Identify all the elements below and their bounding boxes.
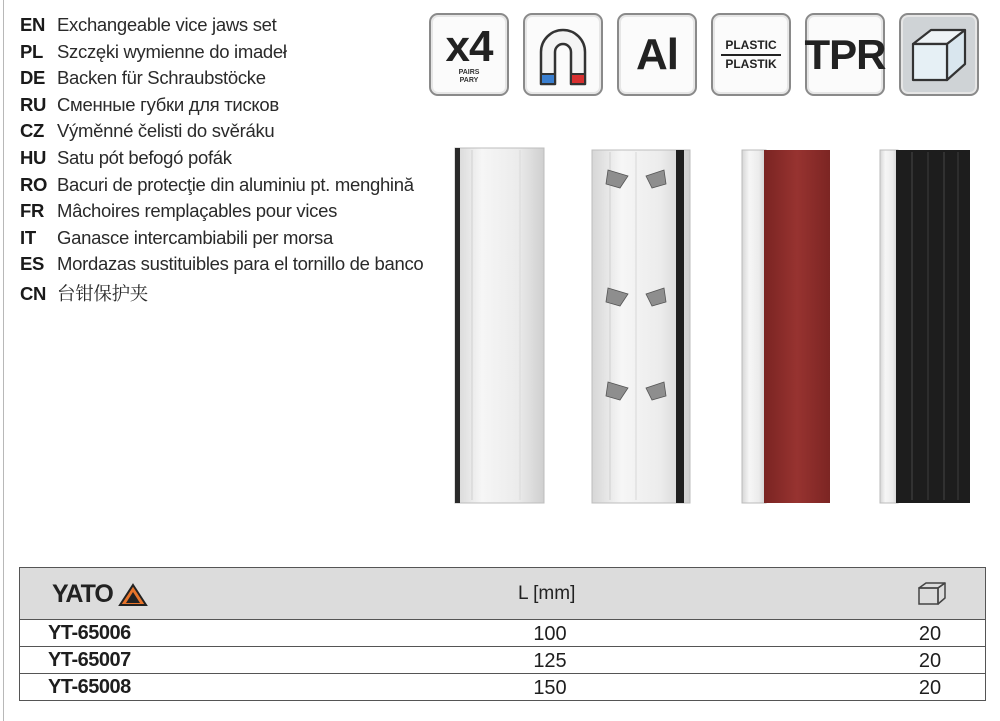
table-row (20, 620, 985, 647)
plastic-label-pl: PLASTIK (725, 56, 777, 71)
product-length: 150 (533, 677, 567, 699)
jaw-magnetic (592, 150, 690, 503)
brand-mark-icon (118, 583, 148, 607)
lang-code: ES (20, 253, 45, 275)
lang-text: Výměnné čelisti do svěráku (57, 120, 275, 142)
jaw-rubber (880, 150, 970, 503)
jaw-aluminium (455, 148, 544, 503)
quantity-box-icon (916, 580, 948, 606)
plastic-label-en: PLASTIC (725, 37, 777, 52)
lang-text: Bacuri de protecţie din aluminiu pt. menghină (57, 173, 414, 195)
pairs-label-pl: PARY (459, 76, 479, 84)
product-length: 100 (533, 623, 567, 645)
lang-text: Szczęki wymienne do imadeł (57, 40, 287, 62)
product-quantity: 20 (918, 677, 942, 699)
lang-text: Backen für Schraubstöcke (57, 67, 266, 89)
lang-code: DE (20, 67, 46, 89)
length-column-header: L [mm] (518, 583, 576, 604)
lang-text: Сменные губки для тисков (57, 93, 279, 115)
lang-text: Mordazas sustituibles para el tornillo de banco (57, 253, 424, 275)
lang-code: CN (20, 282, 47, 304)
lang-code: EN (20, 14, 46, 35)
product-length: 125 (533, 650, 567, 672)
brand-name: YATO (52, 580, 113, 608)
aluminium-label: Al (636, 29, 678, 79)
tpr-label: TPR (804, 30, 886, 78)
lang-text: Mâchoires remplaçables pour vices (57, 200, 338, 222)
pairs-count: x4 (445, 21, 493, 71)
lang-text: 台钳保护夹 (57, 282, 149, 304)
product-quantity: 20 (918, 650, 942, 672)
product-code: YT-65007 (48, 649, 131, 671)
lang-code: PL (20, 40, 44, 62)
pairs-label-en: PAIRS (458, 68, 480, 76)
jaw-felt (742, 150, 830, 503)
lang-text: Ganasce intercambiabili per morsa (57, 226, 333, 248)
brand-logo (52, 580, 148, 609)
lang-text: Satu pót befogó pofák (57, 146, 232, 168)
product-table (19, 567, 986, 701)
lang-text: Exchangeable vice jaws set (57, 14, 277, 35)
lang-code: CZ (20, 120, 45, 142)
lang-code: RU (20, 93, 47, 115)
table-header (20, 568, 985, 620)
lang-code: HU (20, 146, 47, 168)
product-code: YT-65008 (48, 676, 131, 698)
lang-code: FR (20, 200, 45, 222)
lang-code: IT (20, 226, 36, 248)
product-quantity: 20 (918, 623, 942, 645)
product-code: YT-65006 (48, 622, 131, 644)
table-row (20, 674, 985, 700)
table-row (20, 647, 985, 674)
lang-code: RO (20, 173, 48, 195)
